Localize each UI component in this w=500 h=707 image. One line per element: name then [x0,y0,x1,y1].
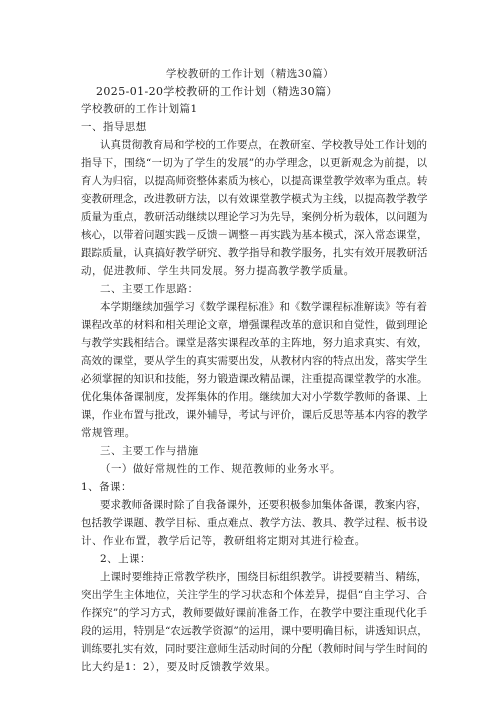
paragraph-1-line: 育人为归宿，以提高师资整体素质为核心，以提高课堂教学效率为重点。转 [81,175,428,187]
paragraph-2-line: 必须掌握的知识和技能，努力锻造课改精品课，注重提高课堂教学的水准。 [81,373,428,385]
paragraph-1-line: 质量为重点，教研活动继续以理论学习为先导，案例分析为载体，以问题为 [81,211,428,223]
paragraph-4-line: 段的运用，特别是“农远教学资源”的运用，课中要明确目标，讲透知识点， [81,625,428,637]
item-class-title: 2、上课： [100,553,151,565]
paragraph-3-line: 计、作业布置，教学后记等，教研组将定期对其进行检查。 [81,535,366,547]
paragraph-2-line: 与教学实践相结合。课堂是落实课程改革的主阵地，努力追求真实、有效， [81,337,428,349]
paragraph-4-line: 上课时要维持正常教学秩序，围绕目标组织教学。讲授要精当、精练， [100,571,427,583]
paragraph-1-line: 认真贯彻教育局和学校的工作要点，在教研室、学校教导处工作计划的 [100,139,427,151]
paragraph-3-line: 包括教学课题、教学目标、重点难点、教学方法、教具、教学过程、板书设 [81,517,428,529]
paragraph-2-line: 本学期继续加强学习《数学课程标准》和《数学课程标准解读》等有着 [100,301,427,313]
section-title: 学校教研的工作计划篇1 [81,103,198,115]
paragraph-1-line: 动，促进教师、学生共同发展。努力提高教学教学质量。 [81,265,355,277]
paragraph-1-line: 变教研理念，改进教研方法，以有效课堂教学模式为主线，以提高教学教学 [81,193,428,205]
paragraph-2-line: 课，作业布置与批改，课外辅导，考试与评价，课后反思等基本内容的教学 [81,409,428,421]
document-title: 学校教研的工作计划（精选30篇） [165,68,335,80]
paragraph-4-line: 比大约是1：2），要及时反馈教学效果。 [81,661,277,673]
paragraph-1-line: 跟踪质量，认真搞好教学研究、教学指导和教学服务，扎实有效开展教研活 [81,247,428,259]
heading-guiding-ideology: 一、指导思想 [81,121,147,133]
paragraph-1-line: 核心，以带着问题实践－反馈－调整－再实践为基本模式，深入常态课堂， [81,229,428,241]
paragraph-2-line: 常规管理。 [81,427,136,439]
paragraph-4-line: 突出学生主体地位，关注学生的学习状态和个体差异，提倡“自主学习、合 [81,589,427,601]
paragraph-2-line: 课程改革的材料和相关理论文章，增强课程改革的意识和自觉性，做到理论 [81,319,428,331]
paragraph-4-line: 训练要扎实有效，同时要注意师生活动时间的分配（教师时间与学生时间的 [81,643,428,655]
heading-work-ideas: 二、主要工作思路： [100,283,199,295]
subheading-routine-work: （一）做好常规性的工作、规范教师的业务水平。 [100,463,341,475]
heading-work-measures: 三、主要工作与措施 [100,445,199,457]
paragraph-2-line: 优化集体备课制度，发挥集体的作用。继续加大对小学数学教师的备课、上 [81,391,428,403]
paragraph-3-line: 要求教师备课时除了自我备课外，还要积极参加集体备课，教案内容， [100,499,427,511]
paragraph-2-line: 高效的课堂，要从学生的真实需要出发，从教材内容的特点出发，落实学生 [81,355,428,367]
paragraph-1-line: 指导下，围绕“一切为了学生的发展”的办学理念，以更新观念为前提，以 [81,157,427,169]
document-subtitle: 2025-01-20学校教研的工作计划（精选30篇） [96,85,338,98]
paragraph-4-line: 作探究”的学习方式，教师要做好课前准备工作，在教学中要注重现代化手 [81,607,427,619]
item-lesson-prep-title: 1、备课： [81,481,132,493]
